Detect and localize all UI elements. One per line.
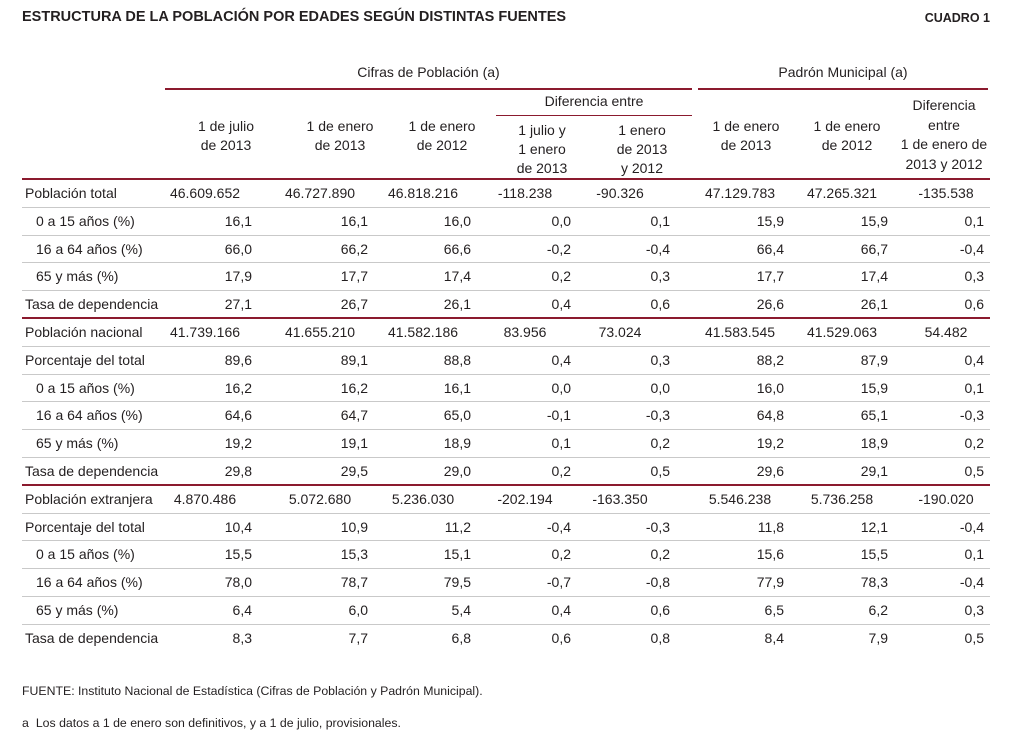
row-value: 88,8 (443, 351, 471, 368)
row-value: 0,6 (964, 296, 984, 313)
row-value: 66,0 (224, 240, 252, 257)
row-value: 77,9 (756, 574, 784, 591)
row-value: 47.129.783 (704, 185, 776, 201)
row-value: 79,5 (443, 574, 471, 591)
row-value: 78,3 (860, 574, 888, 591)
table-row (22, 486, 990, 514)
row-value: 46.609.652 (169, 185, 241, 201)
row-value: 0,1 (964, 379, 984, 396)
row-value: 5.546.238 (708, 490, 772, 507)
row-value: 15,5 (860, 546, 888, 563)
footnote-a (22, 716, 401, 730)
table-row (22, 569, 990, 597)
table-row (22, 402, 990, 430)
row-value: 5,4 (451, 602, 471, 618)
row-value: 16,1 (443, 379, 471, 396)
row-value: 0,2 (650, 435, 670, 452)
row-value: 10,9 (340, 518, 368, 535)
row-value: 0,0 (650, 379, 670, 396)
row-value: 0,1 (551, 435, 571, 452)
row-label: 16 a 64 años (%) (36, 574, 143, 591)
row-value: 41.582.186 (387, 324, 459, 340)
row-value: 7,9 (868, 629, 888, 646)
row-value: 66,7 (860, 240, 888, 257)
row-value: 78,7 (340, 574, 368, 591)
row-value: 11,8 (757, 518, 784, 535)
row-value: 8,4 (764, 629, 784, 646)
row-value: 16,2 (224, 379, 252, 396)
row-value: 66,2 (340, 240, 368, 257)
col-header-padron-1-enero-2013: 1 de enero de 2013 (712, 118, 780, 153)
row-value: 17,7 (340, 268, 368, 285)
row-value: -0,3 (645, 518, 670, 535)
row-value: -163.350 (592, 490, 648, 507)
row-value: 0,2 (650, 546, 670, 563)
table-row (22, 430, 990, 458)
row-label: 0 a 15 años (%) (36, 212, 135, 229)
row-value: 16,0 (756, 379, 784, 396)
table-row (22, 541, 990, 569)
row-value: 15,9 (860, 379, 888, 396)
table-row (22, 263, 990, 291)
row-label: 65 y más (%) (36, 435, 119, 452)
row-value: 12,1 (860, 518, 888, 535)
table-title: ESTRUCTURA DE LA POBLACIÓN POR EDADES SEGÚN DISTINTAS FUENTES (22, 9, 567, 25)
row-value: 26,6 (756, 296, 784, 313)
row-value: 0,1 (964, 212, 984, 229)
row-value: 46.727.890 (284, 185, 356, 201)
row-value: 19,2 (756, 435, 784, 452)
row-value: 0,0 (551, 379, 571, 396)
footnote-letter: a (22, 716, 29, 730)
row-value: 66,6 (443, 240, 471, 257)
row-value: 0,2 (551, 268, 571, 285)
row-value: 0,3 (650, 268, 670, 285)
row-value: 15,5 (224, 546, 252, 563)
col-header-1-enero-2013: 1 de enero de 2013 (306, 118, 374, 153)
row-value: 0,5 (650, 463, 670, 479)
row-value: 26,1 (860, 296, 888, 313)
table-row (22, 180, 990, 208)
row-value: 15,9 (756, 212, 784, 229)
table-row (22, 625, 990, 653)
row-value: 0,4 (964, 351, 984, 368)
row-value: 27,1 (224, 296, 252, 313)
row-label: Porcentaje del total (25, 518, 145, 535)
row-value: 17,4 (443, 268, 471, 285)
table-row (22, 514, 990, 542)
row-label: Tasa de dependencia (25, 629, 159, 646)
row-value: 89,6 (224, 351, 252, 368)
row-value: 0,8 (650, 629, 670, 646)
row-value: 78,0 (224, 574, 252, 591)
row-value: 26,1 (443, 296, 471, 313)
row-label: Población nacional (25, 324, 143, 340)
row-label: Población extranjera (25, 490, 153, 507)
row-value: 17,4 (860, 268, 888, 285)
row-value: 41.529.063 (806, 324, 878, 340)
row-value: 46.818.216 (387, 185, 459, 201)
row-value: 26,7 (340, 296, 368, 313)
row-value: 16,0 (443, 212, 471, 229)
row-value: 19,1 (340, 435, 368, 452)
row-value: 7,7 (348, 629, 368, 646)
row-value: 0,6 (650, 296, 670, 313)
col-header-dif-enero-2013-2012: 1 enero de 2013 y 2012 (616, 122, 668, 176)
row-value: 65,1 (860, 407, 888, 424)
row-value: 4.870.486 (173, 490, 237, 507)
row-value: 0,3 (650, 351, 670, 368)
row-value: -135.538 (918, 185, 974, 201)
row-value: 0,3 (964, 268, 984, 285)
table-row (22, 458, 990, 486)
row-label: Tasa de dependencia (25, 296, 159, 313)
table-row (22, 319, 990, 347)
row-value: -0,3 (959, 407, 984, 424)
row-value: 0,5 (964, 463, 984, 479)
source-note: FUENTE: Instituto Nacional de Estadística (Cifras de Población y Padrón Municipal). (22, 684, 483, 698)
row-value: 0,2 (551, 546, 571, 563)
row-value: -118.238 (497, 185, 553, 201)
col-header-padron-diferencia: Diferencia entre 1 de enero de 2013 y 2012 (900, 97, 988, 172)
row-value: 17,7 (756, 268, 784, 285)
row-value: 10,4 (224, 518, 252, 535)
row-value: 5.736.258 (810, 490, 874, 507)
row-value: 0,3 (964, 602, 984, 618)
subgroup-diferencia-rule (496, 115, 692, 116)
row-value: 64,7 (340, 407, 368, 424)
row-label: 65 y más (%) (36, 268, 119, 285)
row-value: -0,4 (959, 240, 984, 257)
row-value: 6,4 (232, 602, 252, 618)
row-value: 29,5 (340, 463, 368, 479)
row-label: 0 a 15 años (%) (36, 546, 135, 563)
row-value: 0,0 (551, 212, 571, 229)
col-header-dif-julio-enero-2013: 1 julio y 1 enero de 2013 (516, 122, 568, 176)
row-value: 11,2 (444, 518, 471, 535)
row-value: 17,9 (224, 268, 252, 285)
row-value: 89,1 (340, 351, 368, 368)
row-value: 16,2 (340, 379, 368, 396)
row-value: 16,1 (340, 212, 368, 229)
row-value: 29,1 (860, 463, 888, 479)
row-value: 5.072.680 (288, 490, 352, 507)
row-value: -0,4 (546, 518, 571, 535)
group-padron-rule (698, 88, 988, 90)
row-value: 64,8 (756, 407, 784, 424)
group-cifras-rule (165, 88, 692, 90)
row-value: 0,2 (551, 463, 571, 479)
row-value: 6,2 (868, 602, 888, 618)
row-value: 0,6 (650, 602, 670, 618)
row-value: -0,2 (546, 240, 571, 257)
row-value: -0,4 (959, 518, 984, 535)
row-value: 66,4 (756, 240, 784, 257)
row-value: -0,3 (645, 407, 670, 424)
row-value: 73.024 (598, 324, 642, 340)
row-value: 0,2 (964, 435, 984, 452)
row-value: -0,4 (645, 240, 670, 257)
header-bottom-rule (22, 178, 990, 180)
table-row (22, 375, 990, 403)
row-value: 15,9 (860, 212, 888, 229)
row-value: -190.020 (918, 490, 974, 507)
row-label: 65 y más (%) (36, 602, 119, 618)
group-padron-municipal: Padrón Municipal (a) (778, 64, 908, 80)
row-value: 0,6 (551, 629, 571, 646)
row-value: 18,9 (443, 435, 471, 452)
row-value: 15,1 (443, 546, 471, 563)
table-row (22, 208, 990, 236)
row-label: 16 a 64 años (%) (36, 240, 143, 257)
group-cifras-poblacion: Cifras de Población (a) (357, 64, 500, 80)
row-value: 0,4 (551, 296, 571, 313)
row-label: 0 a 15 años (%) (36, 379, 135, 396)
row-value: -0,4 (959, 574, 984, 591)
row-value: 15,6 (756, 546, 784, 563)
row-value: -0,1 (546, 407, 571, 424)
table-row (22, 597, 990, 625)
row-value: 47.265.321 (806, 185, 878, 201)
footnote-text: Los datos a 1 de enero son definitivos, y a 1 de julio, provisionales. (35, 716, 401, 730)
row-label: Porcentaje del total (25, 351, 145, 368)
row-label: Tasa de dependencia (25, 463, 159, 479)
table-row (22, 236, 990, 264)
row-value: 0,5 (964, 629, 984, 646)
row-value: 87,9 (860, 351, 888, 368)
row-value: -90.326 (596, 185, 644, 201)
table-row (22, 291, 990, 319)
row-value: 6,5 (764, 602, 784, 618)
row-value: -202.194 (497, 490, 553, 507)
row-value: 16,1 (224, 212, 252, 229)
cuadro-label: CUADRO 1 (924, 11, 990, 25)
row-value: 41.655.210 (284, 324, 356, 340)
row-value: 64,6 (224, 407, 252, 424)
row-value: 83.956 (503, 324, 547, 340)
col-header-1-julio-2013: 1 de julio de 2013 (197, 118, 255, 153)
row-value: 0,1 (650, 212, 670, 229)
row-value: 0,4 (551, 351, 571, 368)
col-header-padron-1-enero-2012: 1 de enero de 2012 (813, 118, 881, 153)
row-label: Población total (25, 185, 117, 201)
row-label: 16 a 64 años (%) (36, 407, 143, 424)
table-header (0, 0, 1012, 180)
subgroup-diferencia: Diferencia entre (544, 93, 644, 109)
row-value: -0,8 (645, 574, 670, 591)
row-value: 5.236.030 (391, 490, 455, 507)
row-value: 41.739.166 (169, 324, 241, 340)
table-row (22, 347, 990, 375)
row-value: -0,7 (546, 574, 571, 591)
row-value: 8,3 (232, 629, 252, 646)
row-value: 41.583.545 (704, 324, 776, 340)
row-value: 6,0 (348, 602, 368, 618)
row-value: 15,3 (340, 546, 368, 563)
col-header-1-enero-2012: 1 de enero de 2012 (408, 118, 476, 153)
row-value: 19,2 (224, 435, 252, 452)
row-value: 18,9 (860, 435, 888, 452)
row-value: 29,0 (443, 463, 471, 479)
row-value: 6,8 (451, 629, 471, 646)
row-value: 88,2 (756, 351, 784, 368)
row-value: 0,1 (964, 546, 984, 563)
row-value: 29,6 (756, 463, 784, 479)
row-value: 65,0 (443, 407, 471, 424)
row-value: 29,8 (224, 463, 252, 479)
row-value: 54.482 (924, 324, 968, 340)
row-value: 0,4 (551, 602, 571, 618)
